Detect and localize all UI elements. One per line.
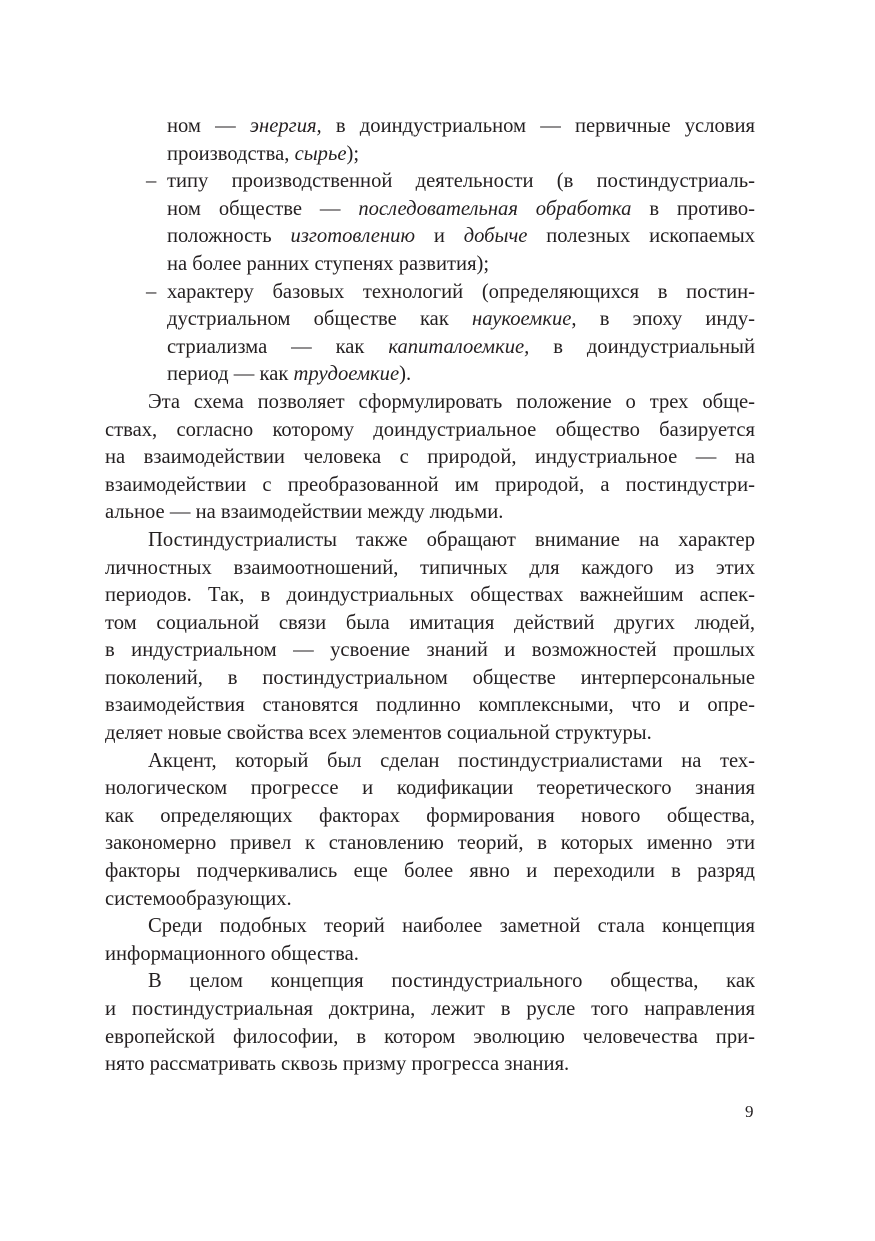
text-line: системообразующих. — [105, 887, 292, 910]
text-line: Эта схема позволяет сформулировать положение о трех обще- — [148, 390, 755, 413]
text-line: в индустриальном — усвоение знаний и возможностей прошлых — [105, 639, 755, 662]
text-line: Постиндустриалисты также обращают внимание на характер — [148, 528, 755, 551]
bullet-dash: – — [146, 280, 157, 303]
bullet-2-line-3: положность изготовлению и добыче полезных ископаемых — [167, 225, 755, 248]
text-line: Акцент, который был сделан постиндустриалистами на тех- — [148, 749, 755, 772]
text-line: на взаимодействии человека с природой, индустриальное — на — [105, 446, 755, 469]
bullet-dash: – — [146, 170, 157, 193]
bullet-3-line-4: период — как трудоемкие). — [167, 363, 412, 386]
text-line: взаимодействия становятся подлинно комплексными, что и опре- — [105, 694, 755, 717]
text-line: факторы подчеркивались еще более явно и переходили в разряд — [105, 860, 755, 883]
text-line: европейской философии, в котором эволюцию человечества при- — [105, 1025, 755, 1048]
text-line: информационного общества. — [105, 942, 359, 965]
bullet-2-line-1: – типу производственной деятельности (в постиндустриаль- — [105, 168, 755, 196]
paragraph — [105, 748, 755, 914]
text-line: закономерно привел к становлению теорий, в которых именно эти — [105, 832, 755, 855]
text-line: нято рассматривать сквозь призму прогресса знания. — [105, 1053, 570, 1076]
bullet-3-line-1: – характеру базовых технологий (определяющихся в постин- — [105, 279, 755, 307]
paragraph — [105, 389, 755, 527]
bullet-2-line-4: на более ранних ступенях развития); — [167, 252, 490, 275]
bullet-2-line-2: ном обществе — последовательная обработка в противо- — [167, 197, 755, 220]
page-body — [105, 113, 755, 1079]
text-line: нологическом прогрессе и кодификации теоретического знания — [105, 777, 755, 800]
paragraph — [105, 968, 755, 1078]
text-line: В целом концепция постиндустриального общества, как — [148, 970, 755, 993]
text-line: Среди подобных теорий наиболее заметной стала концепция — [148, 915, 755, 938]
text-line: взаимодействии с преобразованной им природой, а постиндустри- — [105, 473, 755, 496]
text-line: поколений, в постиндустриальном обществе интерперсональные — [105, 666, 755, 689]
text-line: альное — на взаимодействии между людьми. — [105, 501, 504, 524]
paragraph — [105, 527, 755, 748]
text-line: периодов. Так, в доиндустриальных обществах важнейшим аспек- — [105, 584, 755, 607]
text-line: том социальной связи была имитация действий других людей, — [105, 611, 755, 634]
bullet-1-line-1: ном — энергия, в доиндустриальном — первичные условия — [167, 115, 755, 137]
text-line: как определяющих факторах формирования нового общества, — [105, 804, 755, 827]
page-number: 9 — [745, 1102, 754, 1121]
text-line: и постиндустриальная доктрина, лежит в русле того направления — [105, 998, 755, 1020]
text-line: деляет новые свойства всех элементов социальной структуры. — [105, 722, 652, 745]
bullet-1-line-2: производства, сырье); — [167, 142, 360, 165]
bullet-3-line-2: дустриальном обществе как наукоемкие, в эпоху инду- — [167, 308, 755, 331]
text-line: личностных взаимоотношений, типичных для каждого из этих — [105, 556, 755, 579]
text-line: ствах, согласно которому доиндустриальное общество базируется — [105, 418, 755, 441]
bullet-3-line-3: стриализма — как капиталоемкие, в доиндустриальный — [167, 335, 755, 358]
paragraph — [105, 913, 755, 968]
